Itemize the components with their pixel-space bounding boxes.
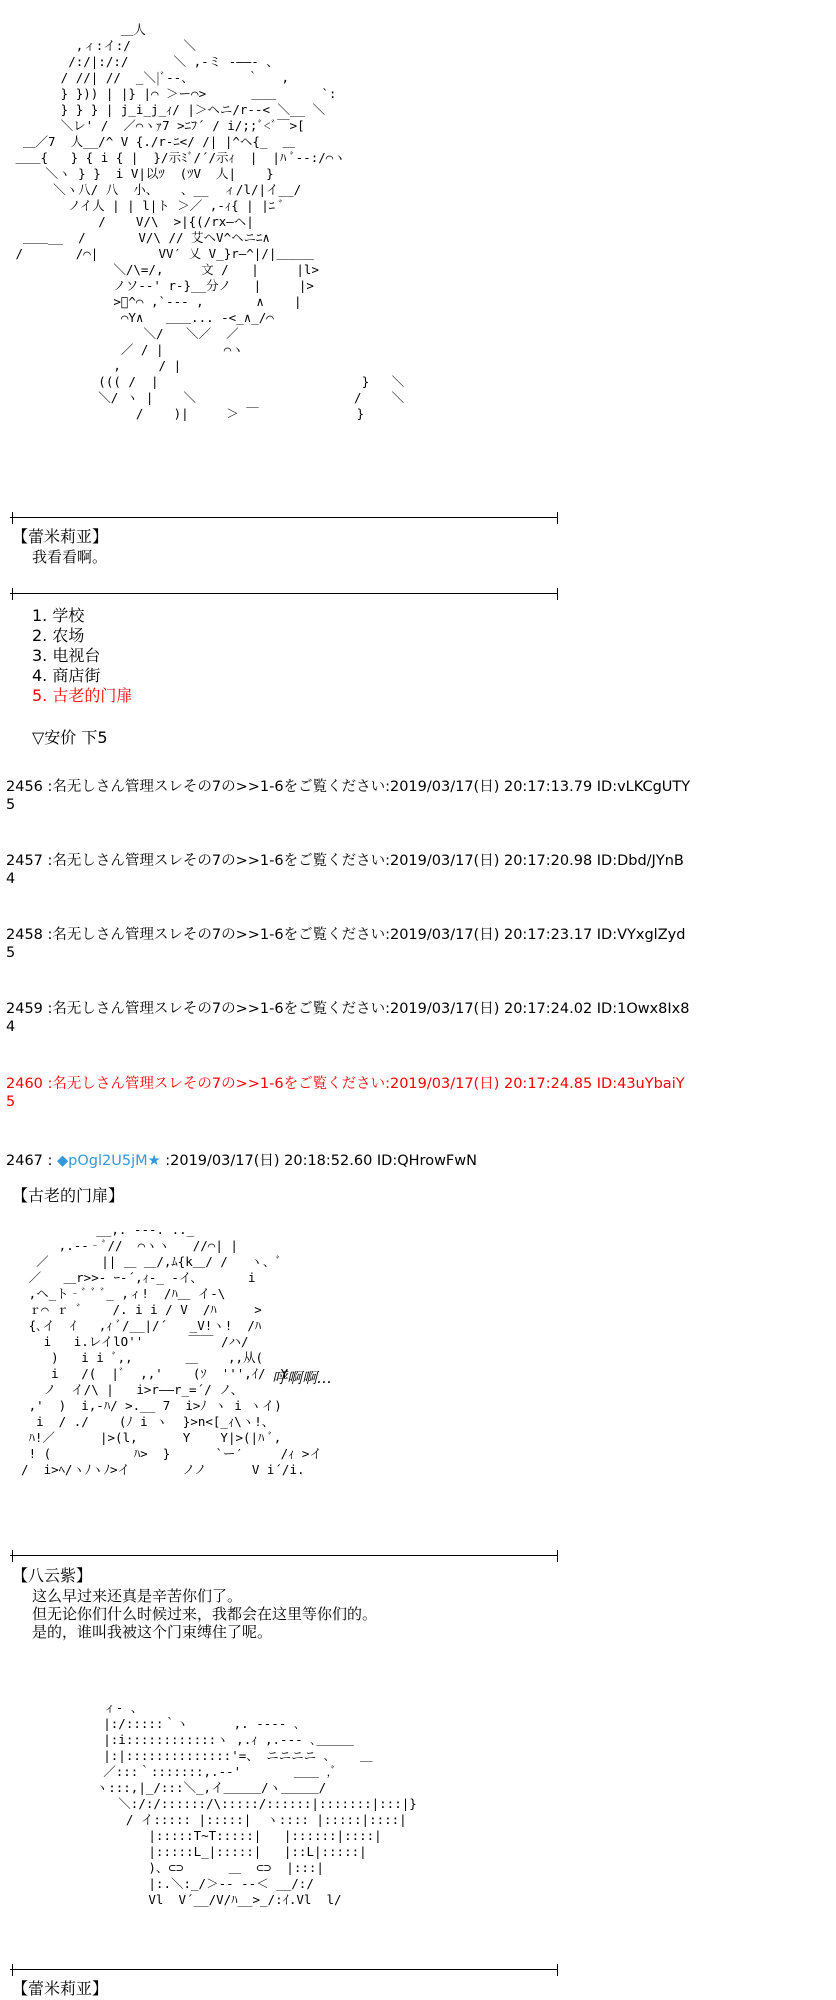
post-header: 2457 :名无しさん管理スレその7の>>1-6をご覧ください:2019/03/17(日) 20:17:20.98 ID:Dbd/JYnB	[6, 853, 684, 869]
speaker-name: 【蕾米莉亚】	[12, 1979, 109, 1998]
vote-post-selected	[6, 1075, 685, 1111]
divider	[10, 1550, 558, 1562]
vote-hint: ▽安价 下5	[32, 728, 108, 747]
dialogue-line: 但无论你们什么时候过来，我都会在这里等你们的。	[32, 1605, 378, 1623]
star-icon: ★	[147, 1153, 161, 1169]
post-header: 2459 :名无しさん管理スレその7の>>1-6をご覧ください:2019/03/17(日) 20:17:24.02 ID:1Owx8Ix8	[6, 1001, 690, 1017]
divider	[10, 512, 558, 524]
choice-item: 1. 学校	[32, 606, 85, 625]
ascii-art-remilia: ＿人 ,ィ:イ:/ ＼ /:/|:/:/ ＼ ,-ミ ‐――- 、 / //| // _＼|ﾞ‐-、 ｀ , } })) | |} |⌒ ＞ー⌒> ＿＿ `: } } } | j_i_j_ｨ/ |＞ヘニ/r--< ＼__ ＼ ＼レ' / ／⌒ヽｧ7 >ﾆﾌ´ / i/;;ﾞ<ﾞ￣>[ ＿／7 人__/^ V {./r-ﾆ</ /| |^ヘ{_ ＿ ＿＿{ } { i { | }/示ﾐﾞ/´/示ｨ | |ﾊ ﾞ‐-:/⌒ヽ ＼ヽ } } i V|以ﾂ (ﾂV 人| } ＼ヽ八/ 八 小、 、__ ィ/l/|イ__/ ノイ人 | | l|ト ＞／ ,-ｨ{ | |ﾆ ﾞ / V/\ >|{(/rx―ヘ| ＿＿__ / V/\ // 艾ヘV^ヘニﾆ∧ / /⌒| VV′ 乂 V_}r―^|/|＿＿＿ ＼/\=/, 文 / | |l> ノソ--' r-}__分ノ | |> >ﾞ^⌒ ,`‐‐- , ∧ | ⌒Y∧ ＿＿... ‐<_∧_/⌒ ＼/ ＼／ ／ ／ / | ⌒ヽ , / | ((( / | } ＼ ＼/ ヽ | ＼ / ＼ / )| ＞ ￣ }	[15, 22, 405, 421]
dialogue-line: 是的，谁叫我被这个门束缚住了呢。	[32, 1623, 273, 1641]
speaker-name: 【蕾米莉亚】	[12, 527, 109, 546]
vote-post	[6, 1000, 690, 1036]
vote-post	[6, 926, 685, 962]
post-header: 2460 :名无しさん管理スレその7の>>1-6をご覧ください:2019/03/17(日) 20:17:24.85 ID:43uYbaiY	[6, 1076, 685, 1092]
speaker-name: 【古老的门扉】	[12, 1186, 125, 1205]
post-header: 2458 :名无しさん管理スレその7の>>1-6をご覧ください:2019/03/17(日) 20:17:23.17 ID:VYxglZyd	[6, 927, 686, 943]
dialogue-block	[32, 1587, 377, 1641]
divider	[10, 588, 558, 600]
post-number: 2467 :	[6, 1153, 53, 1169]
post-value: 4	[6, 1019, 16, 1035]
divider	[10, 1964, 558, 1976]
post-meta: :2019/03/17(日) 20:18:52.60 ID:QHrowFwN	[165, 1153, 477, 1169]
post-value: 4	[6, 871, 16, 887]
vote-post	[6, 778, 690, 814]
post-value: 5	[6, 1094, 16, 1110]
post-header: 2456 :名无しさん管理スレその7の>>1-6をご覧ください:2019/03/17(日) 20:17:13.79 ID:vLKCgUTY	[6, 779, 691, 795]
choice-item-selected: 5. 古老的门扉	[32, 686, 133, 705]
ascii-art-remilia-2: ィ‐ 、 |:/:::::｀ヽ ,. -‐‐‐ ､ |:i::::::::::::ヽ ,.ｨ ,.-‐‐ ､＿＿＿ |:|::::::::::::::'=、 ニニニニ ､ ＿ ／:::｀:::::::,.-‐' ＿＿ ,ﾞ ヽ:::,|_/:::＼_,イ＿＿＿/ヽ＿＿＿/ ＼:/:/::::::/\:::::/::::::|:::::::|:::|} / イ::::: |:::::| ヽ:::: |:::::|::::| |:::::T~T:::::| |::::::|::::| |:::::L_|:::::| |::L|:::::| )、⊂⊃ ＿ ⊂⊃ |:::| |:.＼:_/＞-- --＜ __/:/ Vl V´__/V/ﾊ__>_/:ｲ.Vl l/	[95, 1700, 417, 1907]
choice-item: 3. 电视台	[32, 646, 101, 665]
post-value: 5	[6, 945, 16, 961]
dialogue-line: 我看看啊。	[32, 548, 108, 566]
choice-item: 4. 商店街	[32, 666, 101, 685]
vote-post	[6, 852, 684, 888]
post-value: 5	[6, 797, 16, 813]
op-post-header	[6, 1152, 477, 1170]
sound-effect: 呼啊啊…	[272, 1369, 333, 1387]
speaker-name: 【八云紫】	[12, 1566, 93, 1585]
choice-list	[32, 606, 132, 706]
tripcode-link[interactable]: ◆pOgl2U5jM	[57, 1153, 148, 1169]
dialogue-line: 这么早过来还真是辛苦你们了。	[32, 1587, 243, 1605]
ascii-art-yukari: __,. ‐‐‐. .._ ,.-‐‐ﾞ// ⌒ヽヽ //⌒| | ／ || ＿ ＿/,ﾑ{k＿/ / ヽ、ﾞ ／ ＿r>>‐ ｰ-´,ｨ-_ -イ、 i ,ヘ_ト‐ﾞ ﾞ ﾞ_ ,ィ! /ﾊ＿ イ-\ ｒ⌒ ｒ ﾞ /. i i / V /ﾊ > {､イ ｲ ,ｨ ﾞ/__|/´ _V!ヽ! /ﾊ i i.レイlO'' ￣￣ /ハ/ ) i i ﾞ,, ＿ ,,从( i /( |ﾞ ,,' (ｿ ''',ｲ/ Y ノ イ/\ | i>r――r_=´/ ノ、 ,' ) i,-ﾊ/ >.__ 7 i>ﾉ ヽ i ヽイ) i / ./ (ﾉ i ヽ }>n<[_ｨ\ヽ!、 ﾊ!／ |>(l, Y Y|>(|ﾊ ﾞ, ! ( ﾊ> } `ー′ /ｨ >イ / i>ﾍ/ヽﾉヽﾉ>イ ノノ V i´/i.	[21, 1222, 322, 1477]
choice-item: 2. 农场	[32, 626, 85, 645]
